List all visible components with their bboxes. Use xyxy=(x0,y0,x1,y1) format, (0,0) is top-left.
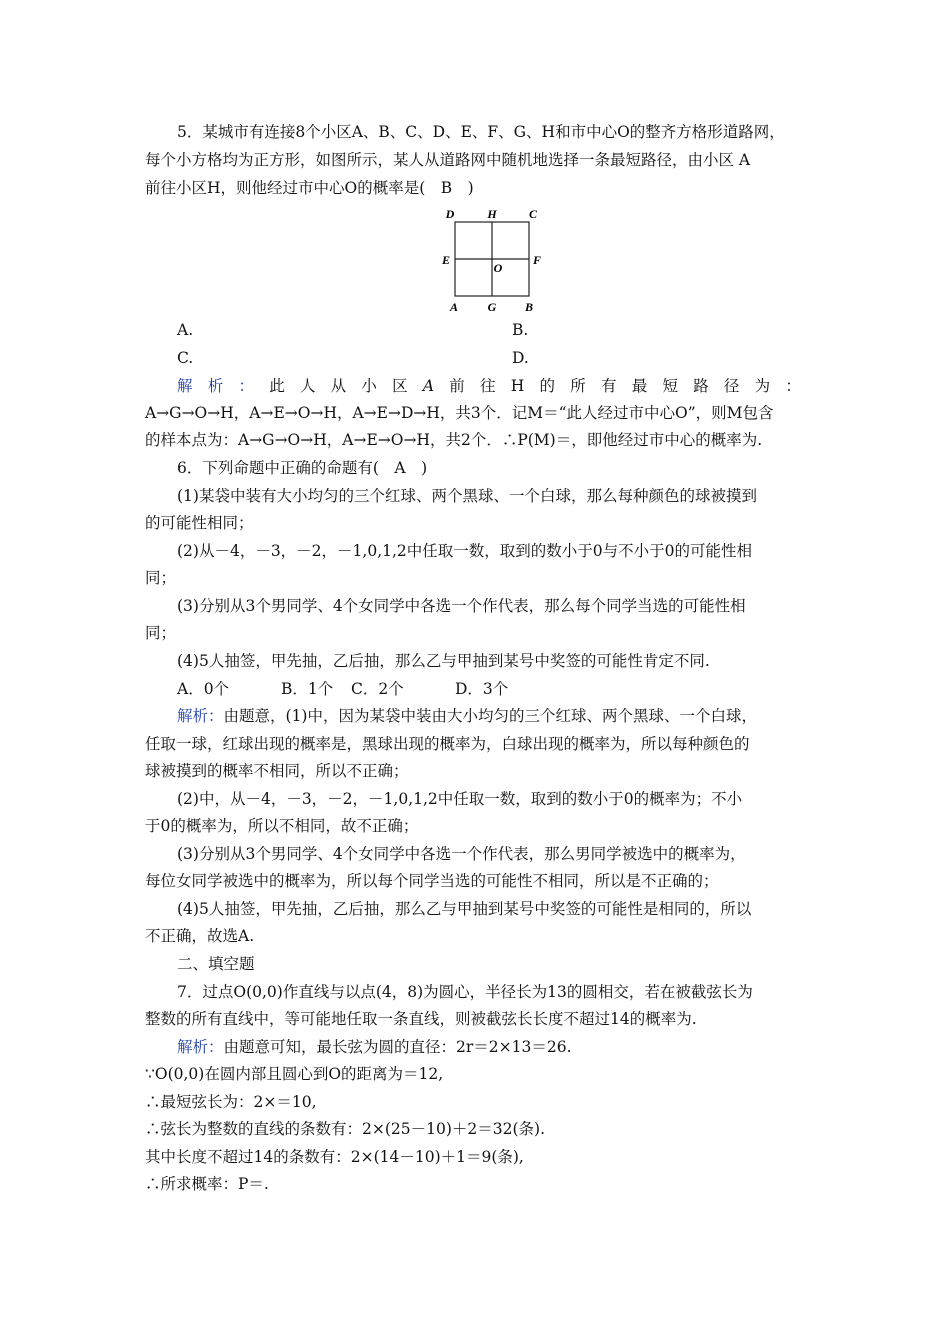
q5-option-a: A. xyxy=(177,321,194,339)
analysis-char: H xyxy=(510,377,525,395)
q7-analysis-line1 xyxy=(177,1037,572,1057)
q5-analysis-line1 xyxy=(177,376,801,396)
section-heading: 二、填空题 xyxy=(177,955,255,973)
q6-option-b: B．1个 xyxy=(281,680,334,698)
label-a: A xyxy=(449,300,459,314)
q7-analysis-line5: 其中长度不超过14的条数有：2×(14－10)＋1＝9(条), xyxy=(145,1148,524,1166)
q7-stem-line2: 整数的所有直线中，等可能地任取一条直线，则被截弦长长度不超过14的概率为. xyxy=(145,1010,697,1028)
q5-stem-line3: 前往小区H，则他经过市中心O的概率是( B ) xyxy=(145,179,474,197)
label-b: B xyxy=(524,300,534,314)
q6-analysis-line4: (2)中，从－4，－3，－2，－1,0,1,2中任取一数，取到的数小于0的概率为；不小 xyxy=(177,790,743,808)
q6-item-3: (3)分别从3个男同学、4个女同学中各选一个作代表，那么每个同学当选的可能性相 xyxy=(177,597,746,615)
q7-analysis-line2: ∵O(0,0)在圆内部且圆心到O的距离为＝12, xyxy=(145,1065,444,1083)
analysis-char: 有 xyxy=(600,377,617,395)
analysis-text: 由题意，(1)中，因为某袋中装由大小均匀的三个红球、两个黑球、一个白球， xyxy=(223,707,757,725)
q6-analysis-line2: 任取一球，红球出现的概率是，黑球出现的概率为，白球出现的概率为，所以每种颜色的 xyxy=(145,735,750,753)
q6-item-1-cont: 的可能性相同； xyxy=(145,514,254,532)
q6-item-2: (2)从－4，－3，－2，－1,0,1,2中任取一数，取到的数小于0与不小于0的可能性相 xyxy=(177,542,752,560)
analysis-char: 前 xyxy=(449,377,465,395)
analysis-char: 为 xyxy=(754,377,771,395)
analysis-label: 解析： xyxy=(177,1038,224,1056)
q6-item-1: (1)某袋中装有大小均匀的三个红球、两个黑球、一个白球，那么每种颜色的球被摸到 xyxy=(177,487,757,505)
analysis-label: 解析： xyxy=(177,707,224,725)
q6-stem: 6．下列命题中正确的命题有( A ) xyxy=(177,459,428,477)
q6-analysis-line6: (3)分别从3个男同学、4个女同学中各选一个作代表，那么男同学被选中的概率为， xyxy=(177,845,746,863)
q7-stem-line1: 7．过点O(0,0)作直线与以点(4，8)为圆心，半径长为13的圆相交，若在被截弦长为 xyxy=(177,983,753,1001)
q7-analysis-line4: ∴弦长为整数的直线的条数有：2×(25－10)＋2＝32(条). xyxy=(145,1120,545,1138)
analysis-char: 人 xyxy=(299,377,316,395)
q6-analysis-line8: (4)5人抽签，甲先抽，乙后抽，那么乙与甲抽到某号中奖签的可能性是相同的，所以 xyxy=(177,900,752,918)
label-g: G xyxy=(487,300,497,314)
label-f: F xyxy=(532,253,542,267)
q5-stem-line1: 5．某城市有连接8个小区A、B、C、D、E、F、G、H和市中心O的整齐方格形道路网， xyxy=(177,123,785,141)
analysis-char: 小 xyxy=(361,377,377,395)
label-h: H xyxy=(487,207,497,221)
q6-analysis-line9: 不正确，故选A. xyxy=(145,927,255,945)
q6-item-2-cont: 同； xyxy=(145,569,177,587)
q5-option-d: D. xyxy=(512,349,529,367)
analysis-char: 析 xyxy=(207,377,224,395)
analysis-char: 路 xyxy=(693,377,709,395)
q6-item-3-cont: 同； xyxy=(145,624,177,642)
analysis-char: 短 xyxy=(662,377,678,395)
analysis-char: A xyxy=(422,377,435,395)
analysis-char: ： xyxy=(238,377,254,395)
analysis-char: 的 xyxy=(539,377,556,395)
q5-analysis-line3: 的样本点为：A→G→O→H，A→E→O→H，共2个．∴P(M)＝，即他经过市中心的概率为. xyxy=(145,431,763,449)
label-o: O xyxy=(493,261,503,275)
q7-analysis-line3: ∴最短弦长为：2×＝10, xyxy=(145,1093,317,1111)
analysis-char: 从 xyxy=(330,377,347,395)
q5-option-c: C. xyxy=(177,349,194,367)
q5-option-b: B. xyxy=(512,321,529,339)
q6-option-a: A．0个 xyxy=(177,680,230,698)
analysis-char: 解 xyxy=(177,377,193,395)
label-c: C xyxy=(528,207,538,221)
q6-analysis-line1 xyxy=(177,706,757,726)
q6-analysis-line7: 每位女同学被选中的概率为，所以每个同学当选的可能性不相同，所以是不正确的； xyxy=(145,872,719,890)
q5-stem-line2: 每个小方格均为正方形，如图所示，某人从道路网中随机地选择一条最短路径，由小区 A xyxy=(145,151,751,169)
analysis-char: 最 xyxy=(631,377,648,395)
analysis-char: 径 xyxy=(723,377,740,395)
label-d: D xyxy=(445,207,455,221)
label-e: E xyxy=(441,253,451,267)
analysis-char: 往 xyxy=(480,377,496,395)
analysis-char: ： xyxy=(785,377,801,395)
q6-analysis-line3: 球被摸到的概率不相同，所以不正确； xyxy=(145,762,409,780)
analysis-char: 区 xyxy=(392,377,408,395)
q6-option-c: C．2个 xyxy=(351,680,404,698)
q7-analysis-line6: ∴所求概率：P＝. xyxy=(145,1175,269,1193)
q5-analysis-line2: A→G→O→H，A→E→O→H，A→E→D→H，共3个．记M＝“此人经过市中心O”，则M包含 xyxy=(145,404,774,422)
q6-option-d: D．3个 xyxy=(455,680,509,698)
analysis-char: 所 xyxy=(570,377,586,395)
q6-item-4: (4)5人抽签，甲先抽，乙后抽，那么乙与甲抽到某号中奖签的可能性肯定不同. xyxy=(177,652,710,670)
analysis-text: 由题意可知，最长弦为圆的直径：2r＝2×13＝26. xyxy=(223,1038,572,1056)
analysis-char: 此 xyxy=(269,377,285,395)
grid-road-figure xyxy=(436,204,550,316)
q6-analysis-line5: 于0的概率为，所以不相同，故不正确； xyxy=(145,817,419,835)
